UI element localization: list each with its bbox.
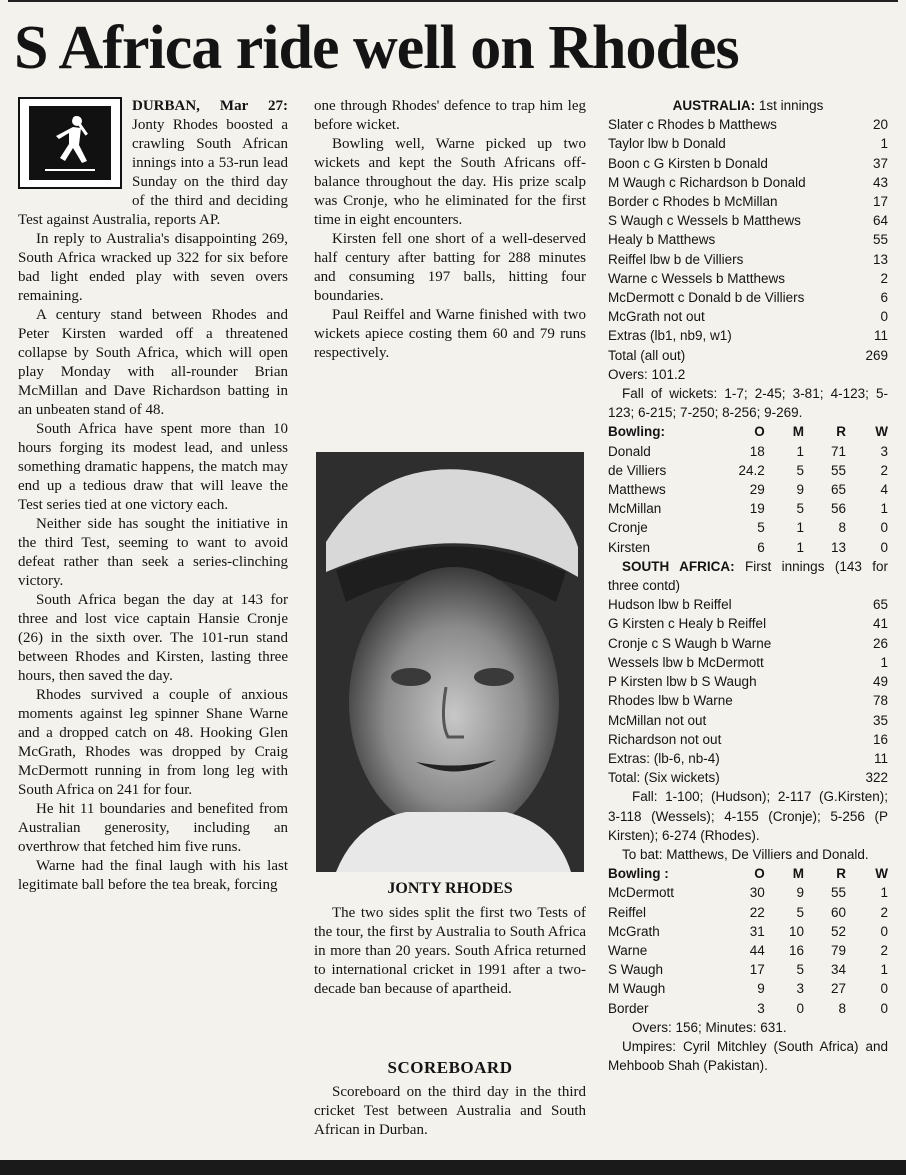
article-column-1: [18, 97, 288, 1157]
bowling-figure: 3: [757, 1000, 765, 1016]
article-column-2c: [314, 1083, 586, 1140]
batsman-dismissal: Hudson lbw b Reiffel: [608, 597, 732, 613]
bowling-figure: 10: [788, 923, 804, 939]
article-paragraph: Paul Reiffel and Warne finished with two wickets apiece costing them 60 and 79 runs respectively.: [314, 307, 586, 361]
bowler-name: M Waugh: [608, 981, 666, 997]
sa-batting-list: [608, 595, 888, 787]
batsman-runs: 13: [872, 251, 888, 267]
batting-row: [608, 250, 888, 269]
batsman-runs: 11: [873, 750, 888, 766]
bowling-figure: 0: [880, 539, 888, 555]
bowling-header: M: [792, 866, 804, 882]
bowling-figure: 19: [749, 501, 765, 517]
batsman-dismissal: Rhodes lbw b Warne: [608, 693, 733, 709]
batsman-runs: 1: [880, 136, 888, 152]
article-paragraph: Neither side has sought the initiative in the third Test, seeming to want to avoid defeat rather than seek a series-clinching victory.: [18, 516, 288, 589]
bowling-figure: 5: [796, 904, 804, 920]
aus-batting-list: [608, 115, 888, 365]
batting-row: [608, 307, 888, 326]
bowling-figure: 24.2: [738, 462, 765, 478]
article-paragraph: The two sides split the first two Tests of the tour, the first by Australia to South Africa in more than 20 years. South Africa returned to international cricket in 1991 after a two-decade ban because of apartheid.: [314, 905, 586, 997]
batsman-runs: 6: [880, 290, 888, 306]
batsman-dismissal: McGrath not out: [608, 309, 705, 325]
bowling-figure: 27: [830, 981, 846, 997]
bowling-figure: 52: [830, 923, 846, 939]
bowling-row: [608, 960, 888, 979]
batsman-runs: 269: [865, 347, 888, 363]
batsman-dismissal: Extras: (lb-6, nb-4): [608, 750, 720, 766]
batting-row: [608, 154, 888, 173]
bowler-name: McGrath: [608, 923, 660, 939]
bowling-row: [608, 883, 888, 902]
batsman-dismissal: Total (all out): [608, 347, 686, 363]
bowling-figure: 0: [796, 1000, 804, 1016]
bowling-figure: 9: [796, 885, 804, 901]
cricket-logo: [18, 97, 122, 189]
bowler-name: Cronje: [608, 520, 648, 536]
batsman-runs: 43: [872, 174, 888, 190]
bowling-header: R: [836, 866, 846, 882]
to-bat: To bat: Matthews, De Villiers and Donald.: [622, 846, 869, 862]
batsman-runs: 49: [872, 674, 888, 690]
batting-row: [608, 269, 888, 288]
batsman-runs: 41: [872, 616, 888, 632]
bowler-name: McDermott: [608, 885, 675, 901]
bowling-figure: 5: [796, 501, 804, 517]
batsman-dismissal: McDermott c Donald b de Villiers: [608, 290, 805, 306]
bowling-figure: 1: [880, 885, 888, 901]
bowling-figure: 5: [796, 462, 804, 478]
aus-overs: Overs: 101.2: [608, 366, 686, 382]
bowling-header: O: [754, 866, 765, 882]
bowling-row: [608, 979, 888, 998]
batsman-dismissal: Richardson not out: [608, 731, 722, 747]
bowler-name: Reiffel: [608, 904, 647, 920]
bowling-figure: 1: [880, 501, 888, 517]
batsman-runs: 26: [872, 635, 888, 651]
aus-innings-header: AUSTRALIA: 1st innings: [672, 98, 824, 113]
bowler-name: Kirsten: [608, 539, 651, 555]
bowler-name: Border: [608, 1000, 649, 1016]
article-paragraph: Warne had the final laugh with his last legitimate ball before the tea break, forcing: [18, 858, 288, 893]
bowling-header: M: [792, 424, 804, 440]
bowling-figure: 22: [749, 904, 765, 920]
aus-fall-of-wickets: Fall of wickets: 1-7; 2-45; 3-81; 4-123; 5-123; 6-215; 7-250; 8-256; 9-269.: [608, 386, 888, 421]
batsman-runs: 17: [872, 194, 888, 210]
bowling-row: [608, 499, 888, 518]
article-paragraph: Jonty Rhodes boosted a crawling South African innings into a 53-run lead Sunday on the third day of the third and deciding Test against Australia, reports AP.: [18, 117, 288, 228]
batsman-runs: 78: [872, 693, 888, 709]
batsman-runs: 2: [880, 270, 888, 286]
bowling-row: [608, 941, 888, 960]
bowler-name: Warne: [608, 942, 648, 958]
batting-row: [608, 288, 888, 307]
sa-innings-header: SOUTH AFRICA: First innings (143 for three contd): [608, 558, 888, 594]
batting-row: [608, 115, 888, 134]
batsman-dismissal: P Kirsten lbw b S Waugh: [608, 674, 757, 690]
article-column-2: [314, 97, 586, 363]
bowling-figure: 17: [749, 962, 765, 978]
portrait-image: [316, 452, 584, 872]
batsman-runs: 64: [872, 213, 888, 229]
batting-row: [608, 211, 888, 230]
batsman-runs: 55: [872, 232, 888, 248]
bowling-row: [608, 538, 888, 557]
dateline: DURBAN, Mar 27:: [132, 98, 288, 114]
article-paragraph: In reply to Australia's disappointing 269, South Africa wracked up 322 for six before bad light ended play with seven overs remaining.: [18, 231, 288, 304]
sa-bowling-table: [608, 422, 888, 556]
batsman-dismissal: Wessels lbw b McDermott: [608, 654, 764, 670]
bowling-figure: 55: [830, 462, 846, 478]
batsman-dismissal: Taylor lbw b Donald: [608, 136, 726, 152]
batting-row: [608, 711, 888, 730]
batting-row: [608, 173, 888, 192]
overs-minutes: Overs: 156; Minutes: 631.: [632, 1019, 787, 1035]
batting-row: [608, 192, 888, 211]
batsman-dismissal: Total: (Six wickets): [608, 770, 720, 786]
bowling-figure: 0: [880, 981, 888, 997]
article-paragraph: Kirsten fell one short of a well-deserved half century after batting for 288 minutes and consuming 197 balls, hitting four boundaries.: [314, 231, 586, 304]
bowling-figure: 0: [880, 520, 888, 536]
batting-row: [608, 730, 888, 749]
article-paragraph: A century stand between Rhodes and Peter Kirsten warded off a threatened collapse by South Africa, which will open play Monday with all-rounder Brian McMillan and Dave Richardson batting in an unbeaten stand of 48.: [18, 307, 288, 418]
batsman-dismissal: S Waugh c Wessels b Matthews: [608, 213, 801, 229]
bowling-figure: 30: [749, 885, 765, 901]
bowling-figure: 44: [749, 942, 765, 958]
bowling-row: [608, 922, 888, 941]
scoreboard: [608, 96, 888, 1075]
bowling-figure: 6: [757, 539, 765, 555]
article-paragraph: Scoreboard on the third day in the third cricket Test between Australia and South African in Durban.: [314, 1084, 586, 1138]
bowling-figure: 31: [749, 923, 765, 939]
bowling-figure: 65: [830, 482, 846, 498]
bowling-header: W: [875, 424, 888, 440]
bowling-figure: 60: [830, 904, 846, 920]
bowling-figure: 71: [830, 443, 846, 459]
article-paragraph: one through Rhodes' defence to trap him leg before wicket.: [314, 98, 586, 133]
article-paragraph: Bowling well, Warne picked up two wickets and kept the South Africans off-balance throughout the day. His prize scalp was Cronje, who he eliminated for the first time in eight encounters.: [314, 136, 586, 228]
bowling-figure: 29: [749, 482, 765, 498]
batsman-dismissal: Boon c G Kirsten b Donald: [608, 155, 768, 171]
bowler-name: de Villiers: [608, 462, 667, 478]
batsman-dismissal: Cronje c S Waugh b Warne: [608, 635, 772, 651]
bowling-figure: 13: [830, 539, 846, 555]
batsman-runs: 65: [872, 597, 888, 613]
bowling-header: W: [875, 866, 888, 882]
top-rule: [8, 0, 898, 2]
batting-row: [608, 134, 888, 153]
batsman-dismissal: Border c Rhodes b McMillan: [608, 194, 778, 210]
player-photo: [316, 452, 584, 872]
bowling-figure: 9: [796, 482, 804, 498]
batting-row: [608, 691, 888, 710]
bowling-header: Bowling:: [608, 424, 665, 440]
bowler-name: Matthews: [608, 482, 666, 498]
batting-row: [608, 768, 888, 787]
batsman-runs: 16: [872, 731, 888, 747]
batting-row: [608, 230, 888, 249]
batsman-dismissal: Extras (lb1, nb9, w1): [608, 328, 732, 344]
bowler-name: S Waugh: [608, 962, 664, 978]
bottom-rule: [0, 1160, 906, 1175]
bowling-figure: 18: [749, 443, 765, 459]
bowling-figure: 2: [880, 904, 888, 920]
bowling-figure: 2: [880, 942, 888, 958]
batsman-runs: 0: [880, 309, 888, 325]
article-paragraph: Rhodes survived a couple of anxious moments against leg spinner Shane Warne and a dropped catch on 48. Hooking Glen McGrath, Rhodes was dropped by Craig McDermott running in from long leg with South Africa on 241 for four.: [18, 687, 288, 798]
batsman-runs: 37: [872, 155, 888, 171]
bowling-row: [608, 461, 888, 480]
bowling-figure: 5: [796, 962, 804, 978]
batsman-dismissal: Reiffel lbw b de Villiers: [608, 251, 744, 267]
article-paragraph: South Africa have spent more than 10 hours forging its modest lead, and unless something dramatic happens, the match may end up a tedious draw that will leave the Test series tied at one victory each.: [18, 421, 288, 513]
headline: S Africa ride well on Rhodes: [14, 14, 739, 82]
bowling-figure: 8: [838, 520, 846, 536]
bowling-figure: 55: [830, 885, 846, 901]
batsman-runs: 1: [880, 654, 888, 670]
photo-caption: JONTY RHODES: [387, 880, 513, 897]
bowling-row: [608, 518, 888, 537]
batsman-dismissal: Slater c Rhodes b Matthews: [608, 117, 777, 133]
batsman-runs: 35: [872, 712, 888, 728]
batsman-runs: 322: [865, 770, 888, 786]
bowling-figure: 34: [830, 962, 846, 978]
article-paragraph: South Africa began the day at 143 for three and lost vice captain Hansie Cronje (26) in the sixth over. The 101-run stand between Rhodes and Kirsten, lasting three hours, then saved the day.: [18, 592, 288, 684]
bowling-figure: 3: [796, 981, 804, 997]
bowling-figure: 3: [880, 443, 888, 459]
bowling-header: Bowling :: [608, 866, 669, 882]
batting-row: [608, 672, 888, 691]
bowling-figure: 8: [838, 1000, 846, 1016]
batsman-runs: 20: [872, 117, 888, 133]
bowling-figure: 56: [830, 501, 846, 517]
batsman-dismissal: Warne c Wessels b Matthews: [608, 270, 786, 286]
bowling-header: O: [754, 424, 765, 440]
bowling-figure: 5: [757, 520, 765, 536]
batsman-icon: [35, 111, 105, 175]
scoreboard-subhead: SCOREBOARD: [387, 1058, 513, 1077]
batsman-dismissal: Healy b Matthews: [608, 232, 716, 248]
bowling-figure: 0: [880, 923, 888, 939]
bowling-figure: 9: [757, 981, 765, 997]
bowling-figure: 79: [830, 942, 846, 958]
batting-row: [608, 749, 888, 768]
sa-fall-of-wickets: Fall: 1-100; (Hudson); 2-117 (G.Kirsten); 3-118 (Wessels); 4-155 (Cronje); 5-256 (P Kirsten); 6-274 (Rhodes).: [608, 789, 888, 843]
batting-row: [608, 346, 888, 365]
batting-row: [608, 326, 888, 345]
batsman-dismissal: G Kirsten c Healy b Reiffel: [608, 616, 767, 632]
bowling-figure: 2: [880, 462, 888, 478]
batting-row: [608, 653, 888, 672]
article-paragraph: He hit 11 boundaries and benefited from Australian generosity, including an overthrow that fetched him five runs.: [18, 801, 288, 855]
bowling-row: [608, 480, 888, 499]
bowling-figure: 4: [880, 482, 888, 498]
bowling-figure: 16: [788, 942, 804, 958]
batting-row: [608, 614, 888, 633]
bowling-figure: 1: [796, 443, 804, 459]
bowler-name: McMillan: [608, 501, 662, 517]
aus-bowling-table: [608, 864, 888, 1018]
bowling-row: [608, 999, 888, 1018]
batting-row: [608, 595, 888, 614]
bowler-name: Donald: [608, 443, 651, 459]
bowling-figure: 1: [796, 520, 804, 536]
bowling-figure: 0: [880, 1000, 888, 1016]
batting-row: [608, 634, 888, 653]
article-column-2b: [314, 904, 586, 999]
batsman-dismissal: M Waugh c Richardson b Donald: [608, 174, 806, 190]
bowling-figure: 1: [880, 962, 888, 978]
bowling-row: [608, 442, 888, 461]
batsman-runs: 11: [873, 328, 888, 344]
bowling-header: R: [836, 424, 846, 440]
bowling-figure: 1: [796, 539, 804, 555]
batsman-dismissal: McMillan not out: [608, 712, 707, 728]
bowling-row: [608, 903, 888, 922]
umpires: Umpires: Cyril Mitchley (South Africa) and Mehboob Shah (Pakistan).: [608, 1038, 888, 1074]
